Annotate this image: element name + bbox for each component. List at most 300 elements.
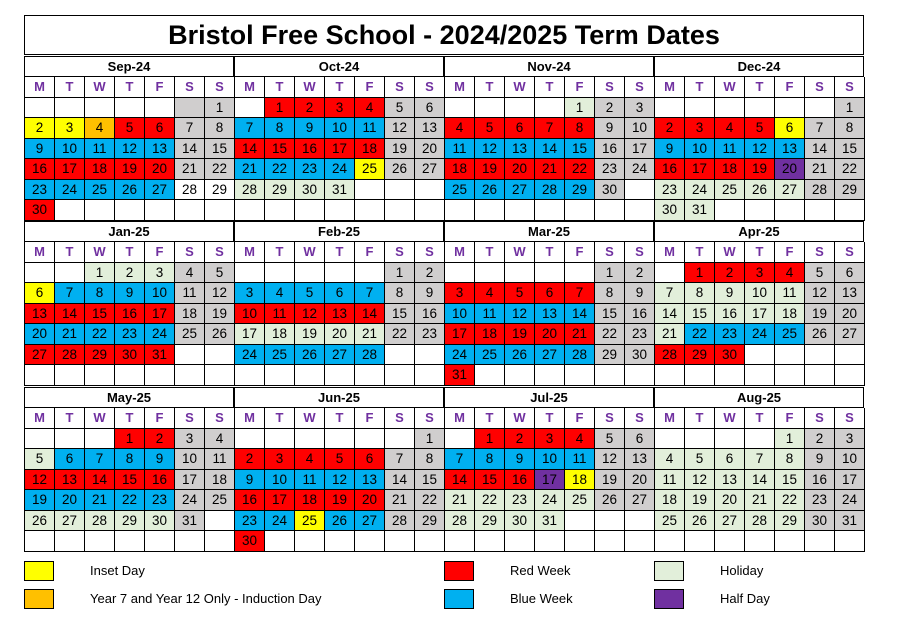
day-cell: 28 (355, 345, 385, 366)
day-cell: 26 (595, 490, 625, 511)
day-cell (535, 531, 565, 552)
day-cell (265, 531, 295, 552)
day-cell (745, 365, 775, 386)
day-cell (625, 200, 655, 221)
blue-week-swatch (444, 589, 474, 609)
day-cell: 23 (505, 490, 535, 511)
day-cell: 9 (655, 139, 685, 160)
day-header: S (205, 242, 235, 263)
day-cell: 4 (445, 118, 475, 139)
day-cell: 31 (145, 345, 175, 366)
day-cell (565, 263, 595, 284)
day-cell: 22 (565, 159, 595, 180)
day-header: W (85, 242, 115, 263)
day-cell: 17 (625, 139, 655, 160)
day-cell: 7 (565, 283, 595, 304)
day-cell: 2 (715, 263, 745, 284)
day-cell (55, 200, 85, 221)
day-cell: 22 (85, 324, 115, 345)
day-cell: 31 (685, 200, 715, 221)
day-cell: 18 (445, 159, 475, 180)
day-cell: 14 (235, 139, 265, 160)
day-cell (745, 200, 775, 221)
day-cell: 9 (805, 449, 835, 470)
day-cell (655, 531, 685, 552)
day-cell: 25 (475, 345, 505, 366)
day-cell: 22 (775, 490, 805, 511)
day-cell: 20 (325, 324, 355, 345)
day-cell: 11 (85, 139, 115, 160)
day-cell: 2 (295, 98, 325, 119)
day-cell (325, 365, 355, 386)
day-cell: 27 (535, 345, 565, 366)
day-cell: 10 (265, 470, 295, 491)
day-header: S (385, 408, 415, 429)
day-cell: 17 (685, 159, 715, 180)
day-header: F (565, 242, 595, 263)
day-cell: 5 (295, 283, 325, 304)
day-header: T (115, 242, 145, 263)
day-cell (445, 531, 475, 552)
day-cell (355, 200, 385, 221)
legend-blue (444, 589, 644, 611)
day-cell: 6 (55, 449, 85, 470)
day-cell (505, 98, 535, 119)
day-cell: 22 (415, 490, 445, 511)
day-cell: 9 (625, 283, 655, 304)
day-cell: 16 (655, 159, 685, 180)
day-cell: 29 (265, 180, 295, 201)
day-cell (55, 429, 85, 450)
day-cell: 15 (115, 470, 145, 491)
day-header: F (775, 77, 805, 98)
day-cell: 4 (265, 283, 295, 304)
day-cell (595, 531, 625, 552)
day-cell (655, 98, 685, 119)
day-cell (625, 180, 655, 201)
day-cell: 8 (565, 118, 595, 139)
day-cell: 24 (685, 180, 715, 201)
day-cell: 13 (25, 304, 55, 325)
day-cell: 21 (445, 490, 475, 511)
day-cell: 27 (415, 159, 445, 180)
day-header: T (325, 408, 355, 429)
day-cell: 14 (655, 304, 685, 325)
day-cell (475, 98, 505, 119)
day-cell: 12 (745, 139, 775, 160)
day-cell: 8 (595, 283, 625, 304)
day-cell: 22 (385, 324, 415, 345)
day-cell (775, 98, 805, 119)
day-cell: 13 (535, 304, 565, 325)
day-cell: 30 (295, 180, 325, 201)
day-cell: 16 (595, 139, 625, 160)
day-cell (205, 511, 235, 532)
day-cell (835, 365, 865, 386)
day-cell: 14 (565, 304, 595, 325)
day-cell: 1 (385, 263, 415, 284)
day-cell: 21 (745, 490, 775, 511)
day-cell (355, 531, 385, 552)
day-cell: 24 (535, 490, 565, 511)
day-header: M (655, 242, 685, 263)
day-header: S (175, 77, 205, 98)
day-cell (685, 429, 715, 450)
month-block (444, 221, 654, 386)
day-cell: 5 (325, 449, 355, 470)
day-header: W (295, 242, 325, 263)
day-cell: 15 (775, 470, 805, 491)
day-cell: 1 (565, 98, 595, 119)
day-cell: 23 (145, 490, 175, 511)
month-block (654, 221, 864, 386)
day-cell: 17 (265, 490, 295, 511)
day-cell: 14 (445, 470, 475, 491)
day-cell (325, 429, 355, 450)
day-header: T (475, 242, 505, 263)
day-cell: 8 (85, 283, 115, 304)
day-cell (235, 200, 265, 221)
day-cell (205, 365, 235, 386)
legend-half (654, 589, 854, 611)
day-cell: 23 (625, 324, 655, 345)
day-cell: 18 (205, 470, 235, 491)
day-cell (205, 200, 235, 221)
day-cell (385, 345, 415, 366)
day-cell: 9 (25, 139, 55, 160)
day-header: S (625, 77, 655, 98)
day-cell: 20 (415, 139, 445, 160)
day-cell: 10 (145, 283, 175, 304)
month-name: Jul-25 (444, 387, 654, 407)
day-cell: 23 (295, 159, 325, 180)
day-cell: 10 (55, 139, 85, 160)
day-cell: 28 (655, 345, 685, 366)
day-cell (265, 365, 295, 386)
day-cell: 17 (445, 324, 475, 345)
day-cell (775, 345, 805, 366)
day-cell (505, 365, 535, 386)
day-cell: 8 (385, 283, 415, 304)
month-name: Nov-24 (444, 56, 654, 76)
day-cell: 20 (505, 159, 535, 180)
day-cell (115, 531, 145, 552)
day-header: T (745, 408, 775, 429)
day-cell: 29 (685, 345, 715, 366)
day-cell: 2 (805, 429, 835, 450)
day-cell (505, 263, 535, 284)
day-cell: 4 (295, 449, 325, 470)
day-cell: 14 (745, 470, 775, 491)
day-cell: 13 (505, 139, 535, 160)
legend-inset-label: Inset Day (90, 563, 145, 578)
day-cell: 27 (625, 490, 655, 511)
legend-induction (24, 589, 344, 611)
day-cell: 4 (85, 118, 115, 139)
day-cell: 6 (715, 449, 745, 470)
day-cell: 10 (235, 304, 265, 325)
day-cell: 4 (715, 118, 745, 139)
day-cell: 26 (745, 180, 775, 201)
day-cell (745, 98, 775, 119)
day-cell: 30 (145, 511, 175, 532)
day-cell: 13 (55, 470, 85, 491)
day-cell (265, 200, 295, 221)
day-cell: 24 (325, 159, 355, 180)
day-cell: 27 (505, 180, 535, 201)
day-cell (715, 429, 745, 450)
day-cell (595, 511, 625, 532)
day-cell: 17 (145, 304, 175, 325)
day-cell: 24 (265, 511, 295, 532)
day-cell: 9 (145, 449, 175, 470)
day-cell: 6 (535, 283, 565, 304)
day-header: T (55, 77, 85, 98)
day-cell: 14 (55, 304, 85, 325)
day-cell: 8 (265, 118, 295, 139)
day-cell (145, 98, 175, 119)
day-cell (565, 511, 595, 532)
day-cell: 22 (595, 324, 625, 345)
day-cell: 27 (25, 345, 55, 366)
day-cell: 9 (715, 283, 745, 304)
day-header: F (565, 77, 595, 98)
day-cell: 10 (175, 449, 205, 470)
day-cell: 28 (535, 180, 565, 201)
day-header: F (145, 77, 175, 98)
day-cell: 30 (805, 511, 835, 532)
day-header: T (475, 77, 505, 98)
day-cell: 25 (85, 180, 115, 201)
month-grid (444, 241, 654, 386)
day-cell (805, 200, 835, 221)
day-header: S (205, 77, 235, 98)
day-cell: 5 (475, 118, 505, 139)
day-cell: 29 (775, 511, 805, 532)
day-cell: 29 (115, 511, 145, 532)
day-cell (625, 511, 655, 532)
day-header: T (535, 77, 565, 98)
day-cell (655, 429, 685, 450)
day-cell (25, 365, 55, 386)
day-cell (415, 200, 445, 221)
day-cell: 6 (505, 118, 535, 139)
day-cell: 3 (745, 263, 775, 284)
day-header: W (85, 408, 115, 429)
month-grid (654, 241, 864, 386)
day-cell: 8 (475, 449, 505, 470)
legend-blue-label: Blue Week (510, 591, 573, 606)
day-cell: 7 (655, 283, 685, 304)
month-name: Dec-24 (654, 56, 864, 76)
day-cell (805, 345, 835, 366)
day-cell: 28 (235, 180, 265, 201)
day-cell (535, 263, 565, 284)
day-cell: 21 (85, 490, 115, 511)
day-cell (295, 531, 325, 552)
day-cell: 15 (85, 304, 115, 325)
day-cell: 29 (85, 345, 115, 366)
day-header: T (265, 242, 295, 263)
day-cell: 10 (625, 118, 655, 139)
month-grid (24, 407, 234, 552)
day-cell: 14 (175, 139, 205, 160)
day-cell: 5 (505, 283, 535, 304)
day-cell (835, 531, 865, 552)
day-cell: 26 (475, 180, 505, 201)
day-cell: 12 (25, 470, 55, 491)
day-cell: 21 (805, 159, 835, 180)
day-cell: 25 (175, 324, 205, 345)
day-cell: 14 (355, 304, 385, 325)
day-cell: 11 (445, 139, 475, 160)
day-cell: 31 (175, 511, 205, 532)
day-cell (205, 531, 235, 552)
day-header: T (745, 77, 775, 98)
day-cell: 31 (325, 180, 355, 201)
day-cell: 19 (115, 159, 145, 180)
day-cell: 27 (325, 345, 355, 366)
day-cell: 15 (385, 304, 415, 325)
day-cell: 26 (385, 159, 415, 180)
day-cell: 4 (355, 98, 385, 119)
day-cell: 6 (355, 449, 385, 470)
month-block (24, 221, 234, 386)
day-header: W (85, 77, 115, 98)
day-cell: 9 (595, 118, 625, 139)
month-grid (444, 76, 654, 221)
day-cell: 8 (115, 449, 145, 470)
month-grid (444, 407, 654, 552)
day-cell (685, 365, 715, 386)
day-cell: 5 (25, 449, 55, 470)
day-cell (655, 263, 685, 284)
day-cell: 28 (445, 511, 475, 532)
day-cell: 15 (475, 470, 505, 491)
day-cell: 3 (175, 429, 205, 450)
induction-swatch (24, 589, 54, 609)
day-cell (445, 200, 475, 221)
day-cell: 14 (385, 470, 415, 491)
day-cell (115, 200, 145, 221)
day-cell (355, 263, 385, 284)
day-cell (235, 365, 265, 386)
day-cell: 18 (85, 159, 115, 180)
day-cell: 9 (235, 470, 265, 491)
day-cell: 25 (265, 345, 295, 366)
day-cell (415, 531, 445, 552)
day-cell: 28 (175, 180, 205, 201)
day-cell: 29 (475, 511, 505, 532)
day-cell: 7 (235, 118, 265, 139)
day-header: M (25, 242, 55, 263)
day-cell: 23 (715, 324, 745, 345)
day-cell (565, 365, 595, 386)
day-cell (535, 365, 565, 386)
day-cell (295, 263, 325, 284)
day-cell: 8 (835, 118, 865, 139)
day-cell: 10 (445, 304, 475, 325)
month-name: Mar-25 (444, 221, 654, 241)
day-cell (625, 365, 655, 386)
month-grid (24, 76, 234, 221)
day-cell: 10 (745, 283, 775, 304)
day-cell: 12 (385, 118, 415, 139)
day-cell: 6 (625, 429, 655, 450)
day-cell (385, 531, 415, 552)
day-cell (745, 429, 775, 450)
day-header: F (355, 408, 385, 429)
day-cell (85, 429, 115, 450)
day-cell (565, 200, 595, 221)
day-cell: 11 (265, 304, 295, 325)
day-cell: 14 (535, 139, 565, 160)
day-cell: 16 (715, 304, 745, 325)
day-cell: 23 (415, 324, 445, 345)
day-cell: 11 (475, 304, 505, 325)
day-cell: 26 (25, 511, 55, 532)
day-cell: 2 (25, 118, 55, 139)
day-cell: 30 (595, 180, 625, 201)
day-cell: 8 (415, 449, 445, 470)
day-cell: 30 (625, 345, 655, 366)
day-cell: 5 (745, 118, 775, 139)
day-cell: 16 (115, 304, 145, 325)
day-cell: 25 (355, 159, 385, 180)
day-cell: 5 (595, 429, 625, 450)
day-header: T (55, 408, 85, 429)
day-cell: 20 (535, 324, 565, 345)
day-cell (535, 200, 565, 221)
day-cell: 19 (805, 304, 835, 325)
day-header: S (595, 77, 625, 98)
day-header: T (685, 77, 715, 98)
month-name: Feb-25 (234, 221, 444, 241)
day-cell: 15 (835, 139, 865, 160)
month-block (234, 387, 444, 552)
day-cell: 18 (475, 324, 505, 345)
day-cell: 13 (325, 304, 355, 325)
day-header: S (625, 408, 655, 429)
day-cell: 28 (55, 345, 85, 366)
day-cell: 4 (175, 263, 205, 284)
day-cell (745, 531, 775, 552)
month-name: Jun-25 (234, 387, 444, 407)
day-cell: 5 (685, 449, 715, 470)
day-cell (355, 429, 385, 450)
day-cell: 29 (835, 180, 865, 201)
day-cell (385, 180, 415, 201)
day-header: S (805, 242, 835, 263)
day-cell: 24 (175, 490, 205, 511)
day-cell: 1 (475, 429, 505, 450)
day-cell: 19 (205, 304, 235, 325)
day-cell: 6 (835, 263, 865, 284)
day-cell (85, 98, 115, 119)
day-cell (385, 365, 415, 386)
day-cell (775, 531, 805, 552)
day-header: T (325, 77, 355, 98)
day-cell: 18 (175, 304, 205, 325)
day-cell (295, 429, 325, 450)
day-header: S (625, 242, 655, 263)
day-cell: 20 (625, 470, 655, 491)
month-block (654, 56, 864, 221)
day-cell: 22 (115, 490, 145, 511)
day-cell: 24 (835, 490, 865, 511)
day-header: T (685, 408, 715, 429)
day-cell: 17 (175, 470, 205, 491)
